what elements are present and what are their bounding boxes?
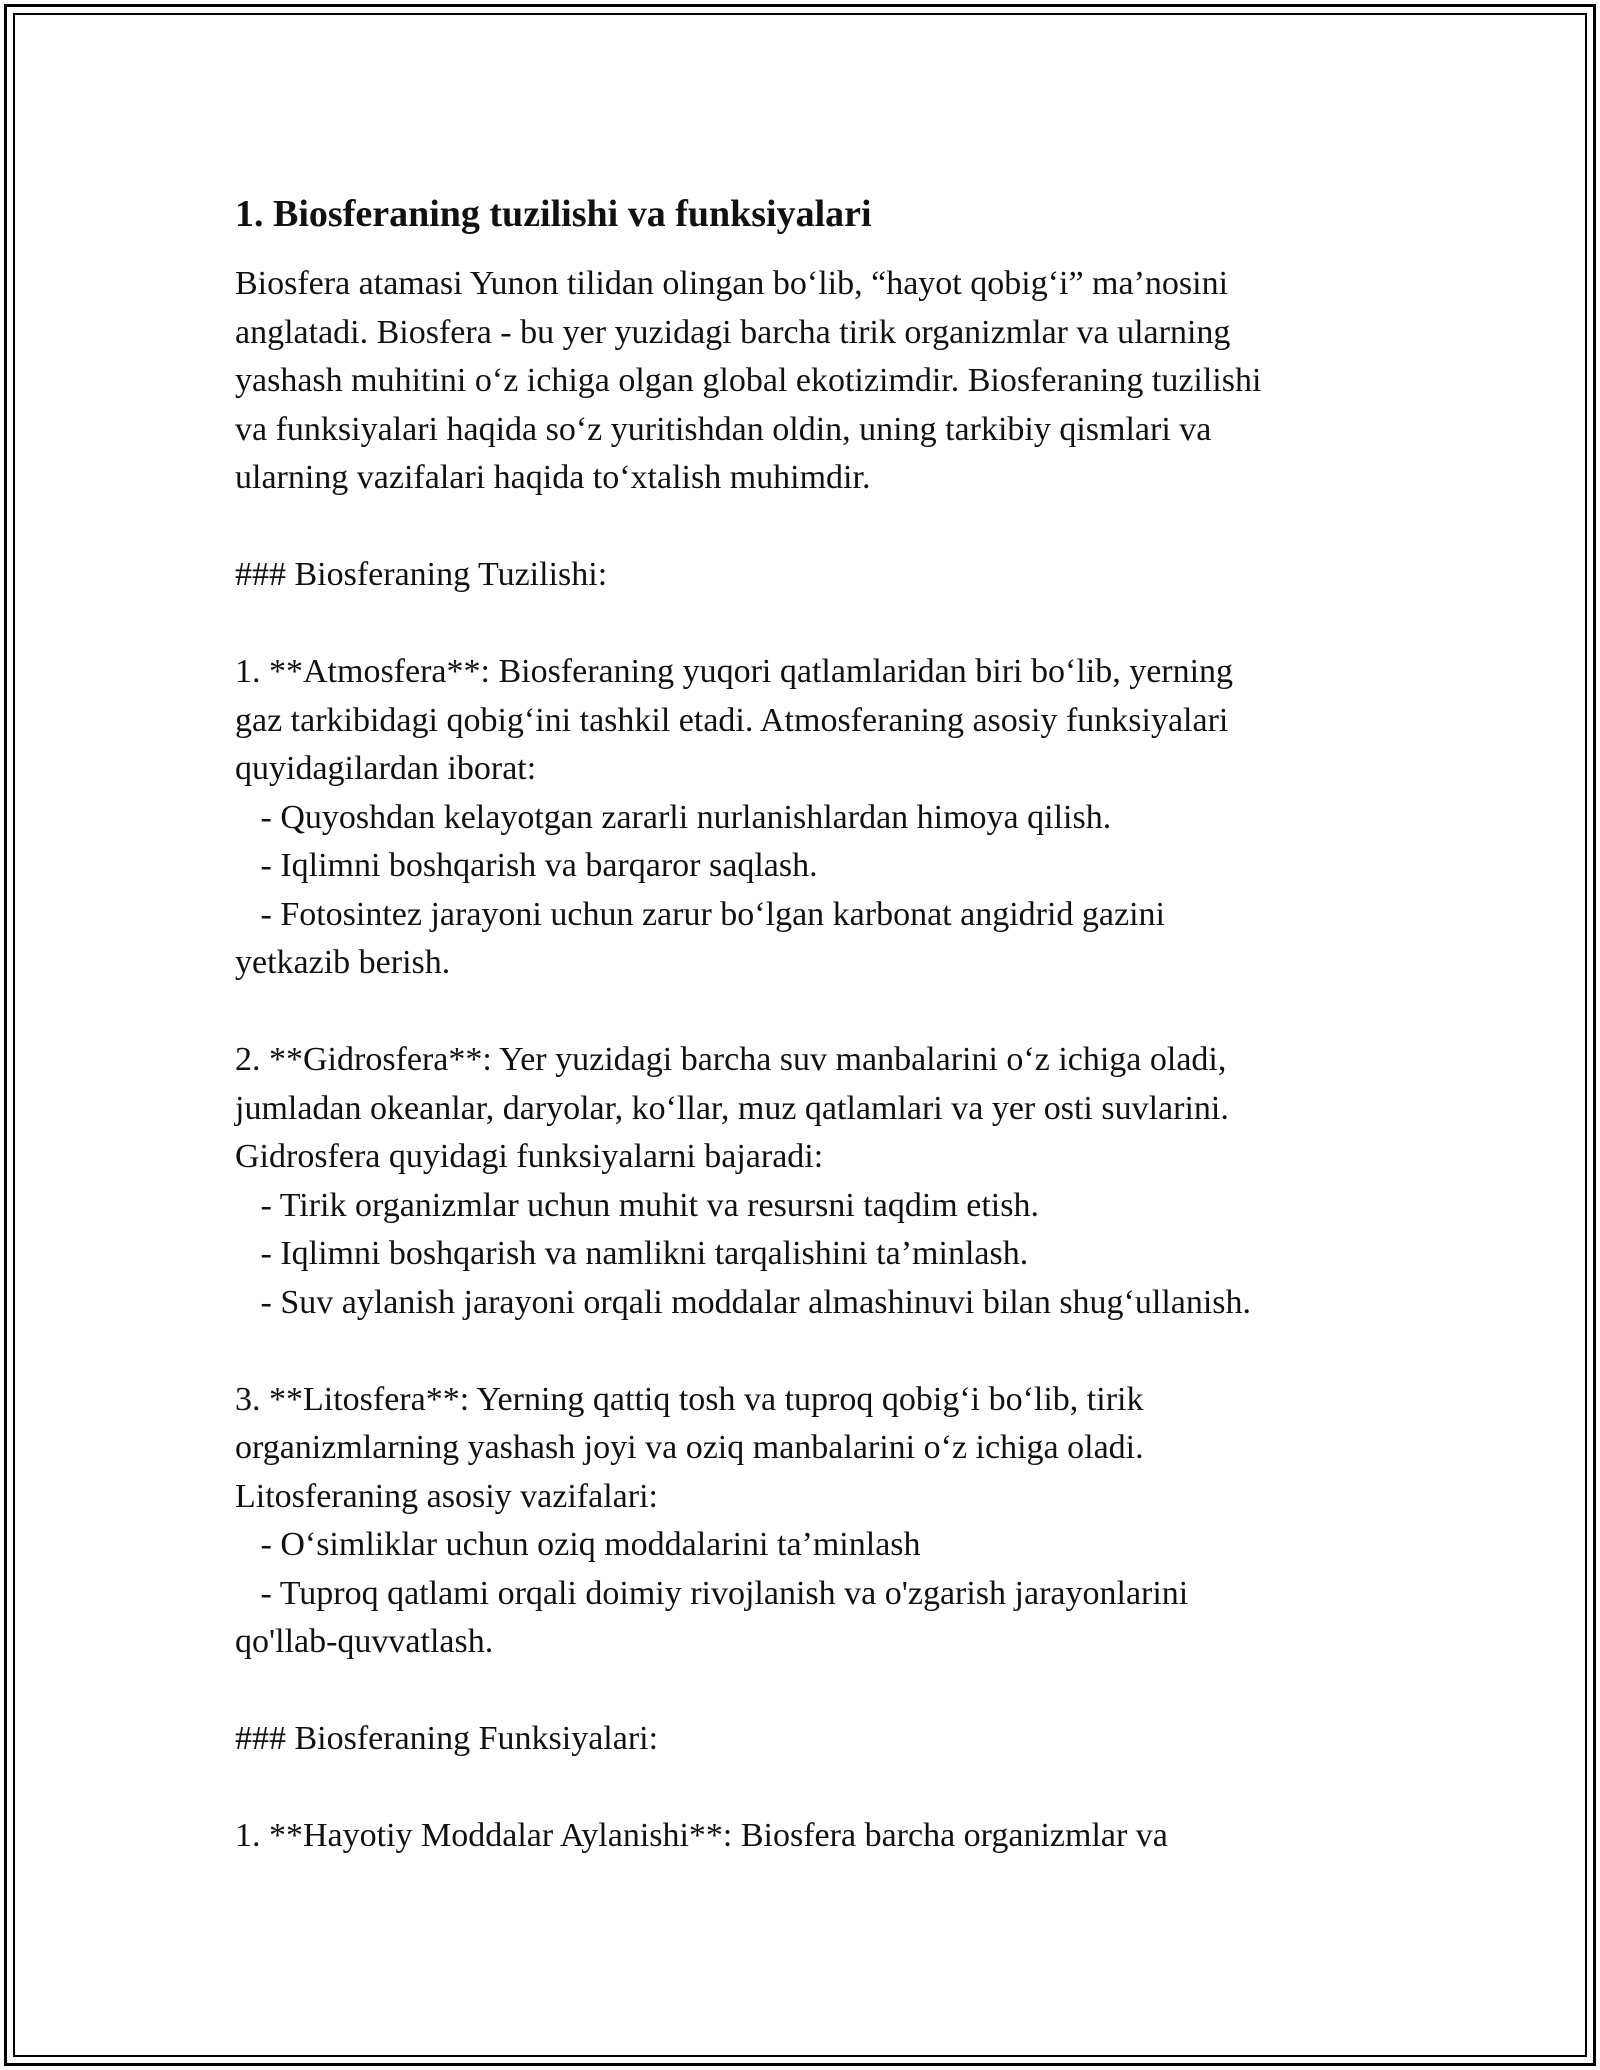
spacer [235,600,1365,649]
document-title: 1. Biosferaning tuzilishi va funksiyalari [235,193,872,235]
spacer [235,1764,1365,1813]
atmosphere-section: 1. **Atmosfera**: Biosferaning yuqori qatlamlaridan biri bo‘lib, yerning gaz tarkibidagi qobig‘ini tashkil etadi. Atmosferaning asosiy funksiyalari quyidagilardan iborat: - Quyoshdan kelayotgan zararli nurlanishlardan himoya qilish. - Iqlimni boshqarish va barqaror saqlash. - Fotosintez jarayoni uchun zarur bo‘lgan karbonat angidrid gazini yetkazib berish. [235,653,1234,981]
functions-heading: ### Biosferaning Funksiyalari: [235,1720,659,1757]
document-body [235,188,1365,1861]
cycle-section: 1. **Hayotiy Moddalar Aylanishi**: Biosfera barcha organizmlar va [235,1817,1168,1854]
hydrosphere-section: 2. **Gidrosfera**: Yer yuzidagi barcha suv manbalarini o‘z ichiga oladi, jumladan okeanlar, daryolar, ko‘llar, muz qatlamlari va yer osti suvlarini. Gidrosfera quyidagi funksiyalarni bajaradi: - Tirik organizmlar uchun muhit va resursni taqdim etish. - Iqlimni boshqarish va namlikni tarqalishini ta’minlash. - Suv aylanish jarayoni orqali moddalar almashinuvi bilan shug‘ullanish. [235,1041,1252,1321]
spacer [235,988,1365,1037]
lithosphere-section: 3. **Litosfera**: Yerning qattiq tosh va tuproq qobig‘i bo‘lib, tirik organizmlarning yashash joyi va oziq manbalarini o‘z ichiga oladi. Litosferaning asosiy vazifalari: - O‘simliklar uchun oziq moddalarini ta’minlash - Tuproq qatlami orqali doimiy rivojlanish va o'zgarish jarayonlarini qo'llab-quvvatlash. [235,1380,1189,1660]
spacer [235,1327,1365,1376]
intro-paragraph: Biosfera atamasi Yunon tilidan olingan bo‘lib, “hayot qobig‘i” ma’nosini anglatadi. Biosfera - bu yer yuzidagi barcha tirik organizmlar va ularning yashash muhitini o‘z ichiga olgan global ekotizimdir. Biosferaning tuzilishi va funksiyalari haqida so‘z yuritishdan oldin, uning tarkibiy qismlari va ularning vazifalari haqida to‘xtalish muhimdir. [235,265,1262,496]
spacer [235,1667,1365,1716]
structure-heading: ### Biosferaning Tuzilishi: [235,556,608,593]
spacer [235,503,1365,552]
